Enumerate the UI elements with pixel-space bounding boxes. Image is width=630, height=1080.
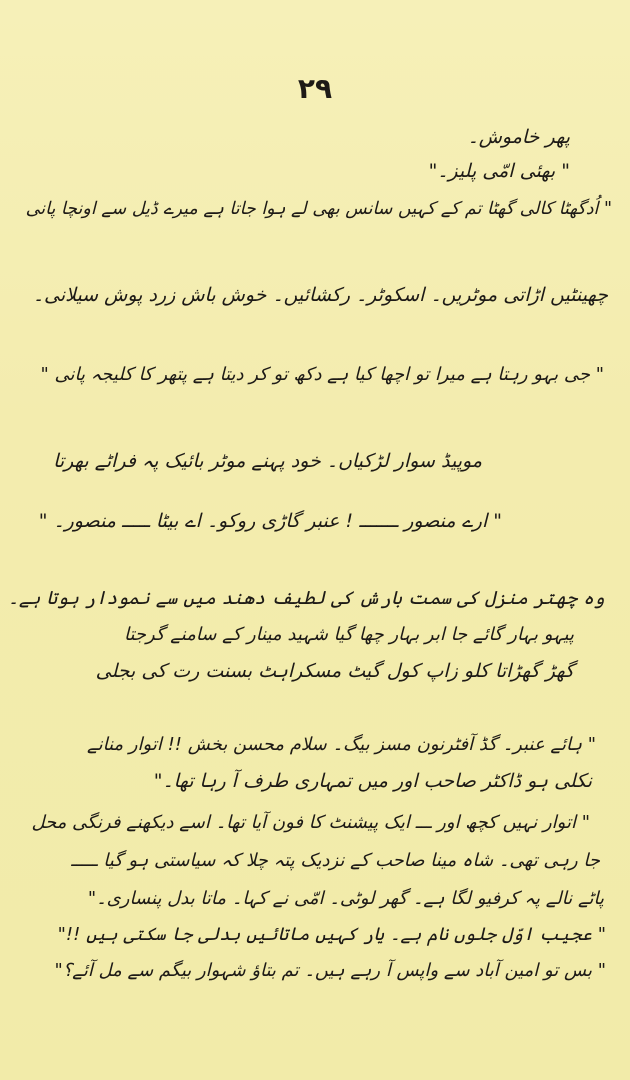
text-line-8: وہ چھتر منزل کی سمت بارش کی لطیف دھند میں سے نمودار ہوتا ہے۔ bbox=[8, 588, 605, 609]
text-line-15: پاٹے نالے پہ کرفیو لگا ہے۔ گھر لوٹی۔ امّی نے کہا۔ ماتا بدل پنساری۔" bbox=[87, 888, 604, 909]
text-line-10: گھڑ گھڑاتا کلو زاپ کول گیٹ مسکراہٹ بسنت رت کی بجلی bbox=[95, 660, 574, 682]
text-line-13: " اتوار نہیں کچھ اور ـــ ایک پیشنٹ کا فون آیا تھا۔ اسے دیکھنے فرنگی محل bbox=[31, 812, 590, 833]
text-line-14: جا رہی تھی۔ شاہ مینا صاحب کے نزدیک پتہ چلا کہ سیاستی ہو گیا ـــــ bbox=[71, 850, 600, 871]
text-line-17: " بس تو امین آباد سے واپس آ رہے ہیں۔ تم بتاؤ شہوار بیگم سے مل آئے؟" bbox=[54, 960, 606, 981]
text-line-16: " عجیب اوّل جلوں نام ہے۔ یار کہیں ماتائیں بدلی جا سکتی ہیں !!" bbox=[57, 924, 606, 945]
text-line-4: چھینٹیں اڑاتی موٹریں۔ اسکوٹر۔ رکشائیں۔ خوش باش زرد پوش سیلانی۔ bbox=[32, 284, 608, 306]
text-line-11: " ہائے عنبر۔ گڈ آفٹرنون مسز بیگ۔ سلام محسن بخش !! اتوار منانے bbox=[87, 734, 596, 755]
text-line-12: نکلی ہو ڈاکٹر صاحب اور میں تمہاری طرف آ رہا تھا۔" bbox=[153, 770, 592, 792]
text-line-3: " اُدگھٹا کالی گھٹا تم کے کہیں سانس بھی لے ہوا جاتا ہے میرے ڈیل سے اونچا پانی bbox=[25, 199, 612, 219]
text-line-2: " بھئی امّی پلیز۔" bbox=[428, 160, 570, 182]
text-line-1: پھر خاموش۔ bbox=[467, 126, 570, 148]
text-line-9: پیہو بہار گائے جا ابر بہار چھا گیا شہید مینار کے سامنے گرجتا bbox=[123, 624, 574, 645]
text-line-6: موپیڈ سوار لڑکیاں۔ خود پہنے موٹر بائیک پہ فراٹے بھرتا bbox=[53, 450, 482, 472]
page-number: ۲۹ bbox=[297, 72, 333, 105]
text-line-5: " جی بہو رہتا ہے میرا تو اچھا کیا ہے دکھ تو کر دیتا ہے پتھر کا کلیجہ پانی " bbox=[40, 364, 604, 385]
text-line-7: " ارے منصور ـــــــ ! عنبر گاڑی روکو۔ اے بیٹا ـــــ منصور۔ " bbox=[38, 510, 502, 532]
